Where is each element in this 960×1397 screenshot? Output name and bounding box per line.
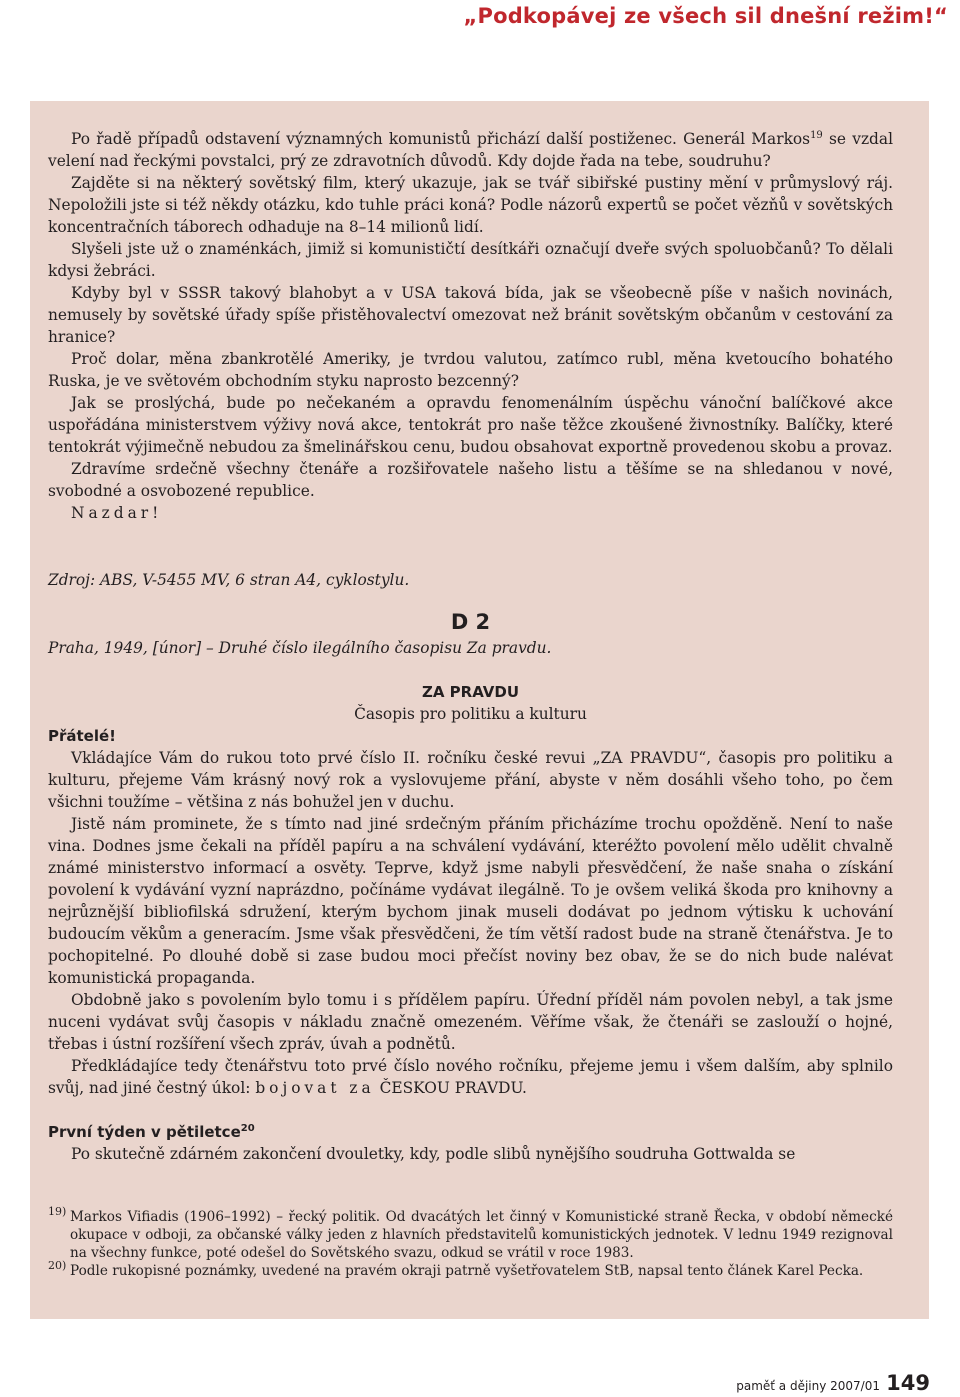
footnote [48,1205,893,1262]
paragraph: Jak se proslýchá, bude po nečekaném a opravdu fenomenálním úspěchu vánoční balíčkové akce uspořádána ministerstvem výživy nová akce, tentokrát pro naše těžce zkoušené živnostníky. Balíčky, které tentokrát výjimečně nebudou za šmelinářskou cenu, budou obsahovat exportně provedenou skobu a provaz. [48,394,893,456]
document-2 [48,611,893,1165]
section-1-text [48,128,893,524]
paragraph [48,1055,893,1099]
document-panel [30,101,929,1319]
greeting: Přátelé! [48,727,117,745]
paragraph [48,128,893,172]
footnote-ref[interactable]: 19 [810,130,823,141]
periodical-title: ZA PRAVDU [421,683,520,701]
paragraph: Vkládajíce Vám do rukou toto prvé číslo II. ročníku české revui „ZA PRAVDU“, časopis pro politiku a kulturu, přejeme Vám krásný nový rok a vyslovujeme přání, abyste v něm dosáhli všeho toho, po čem všichni toužíme – většina z nás bohužel jen v duchu. [48,749,893,811]
running-header-title: „Podkopávej ze všech sil dnešní režim!“ [463,4,948,28]
paragraph-text: Po řadě případů odstavení významných komunistů přichází další postiženec. Generál Markos [71,130,811,148]
journal-name: paměť a dějiny 2007/01 [736,1379,880,1393]
footnote-mark: 20) [48,1259,67,1272]
footnote-text: Markos Vifiadis (1906–1992) – řecký politik. Od dvacátých let činný v Komunistické straně Řecka, v období německé okupace v odboji, za občanské války jeden z hlavních představitelů komunistických jednotek. V lednu 1949 rezignoval na všechny funkce, poté odešel do Sovětského svazu, odkud se vrátil v roce 1983. [70,1209,893,1261]
spaced-emphasis: bojovat za [255,1079,375,1097]
footnote-mark: 19) [48,1205,67,1218]
paragraph: Slyšeli jste už o znaménkách, jimiž si komunističtí desítkáři označují dveře svých spoluobčanů? To dělali kdysi žebráci. [48,240,893,280]
paragraph: Obdobně jako s povolením bylo tomu i s přídělem papíru. Úřední příděl nám povolen nebyl, a tak jsme nuceni vydávat svůj časopis v nákladu značně omezeném. Věříme však, že čtenáři se zaslouží o hojné, třebas i ústní rozšíření všech zpráv, úvah a podnětů. [48,991,893,1053]
paragraph: Jistě nám prominete, že s tímto nad jiné srdečným přáním přicházíme trochu opožděně. Není to naše vina. Dodnes jsme čekali na příděl papíru a na schválení vydávání, kteréžto povolení mělo udělit chvalně známé ministerstvo informací a osvěty. Teprve, když jsme nabyli přesvědčení, že naše snaha o získání povolení k vydávání vyzní naprázdno, počínáme vydávat ilegálně. To je ovšem veliká škoda pro knihovny a nejrůznější bibliofilská sdružení, kterým bychom jinak museli dodávat po jednom výtisku k uchování budoucím věkům a generacím. Jsme však přesvědčeni, že tím větší radost bude na straně čtenářstva. Je to pochopitelné. Po dlouhé době si zase budou moci přečíst noviny bez obav, že se do nich bude nalévat komunistická propaganda. [48,815,893,987]
periodical-subtitle: Časopis pro politiku a kulturu [354,705,587,723]
section-heading-text: První týden v pětiletce [48,1123,241,1141]
source-note: Zdroj: ABS, V-5455 MV, 6 stran A4, cyklostylu. [48,571,410,589]
paragraph: Proč dolar, měna zbankrotělé Ameriky, je tvrdou valutou, zatímco rubl, měna kvetoucího bohatého Ruska, je ve světovém obchodním styku naprosto bezcenný? [48,350,893,390]
paragraph: Zdravíme srdečně všechny čtenáře a rozšiřovatele našeho listu a těšíme se na shledanou v nové, svobodné a osvobozené republice. [48,460,893,500]
paragraph: Kdyby byl v SSSR takový blahobyt a v USA taková bída, jak se všeobecně píše v našich novinách, nemusely by sovětské úřady spíše přistěhovalectví omezovat než bránit sovětským občanům v cestování za hranice? [48,284,893,346]
paragraph-text: ČESKOU PRAVDU. [374,1079,527,1097]
page-number: 149 [886,1371,930,1395]
paragraph-text: Předkládajíce tedy čtenářstvu toto prvé číslo nového ročníku, přejeme jemu i všem dalším, aby splnilo svůj, nad jiné čestný úkol: [48,1057,893,1097]
closing-salutation: Nazdar! [71,504,163,522]
paragraph: Po skutečně zdárném zakončení dvouletky, kdy, podle slibů nynějšího soudruha Gottwalda se [71,1145,796,1163]
section-heading [48,1121,893,1143]
footnote-ref[interactable]: 20 [240,1123,255,1134]
footnotes [48,1205,893,1280]
paragraph-text: se vzdal velení nad řeckými povstalci, prý ze zdravotních důvodů. Kdy dojde řada na tebe, soudruhu? [48,130,893,170]
paragraph: Zajděte si na některý sovětský film, který ukazuje, jak se tvář sibiřské pustiny mění v průmyslový ráj. Nepoložili jste si též někdy otázku, kdo tuhle práci koná? Podle názorů expertů se počet vězňů v sovětských koncentračních táborech odhaduje na 8–14 milionů lidí. [48,174,893,236]
document-number: D 2 [450,610,491,634]
document-caption: Praha, 1949, [únor] – Druhé číslo ilegálního časopisu Za pravdu. [48,639,552,657]
footnote-text: Podle rukopisné poznámky, uvedené na pravém okraji patrně vyšetřovatelem StB, napsal tento článek Karel Pecka. [70,1263,864,1279]
footnote [48,1259,893,1280]
